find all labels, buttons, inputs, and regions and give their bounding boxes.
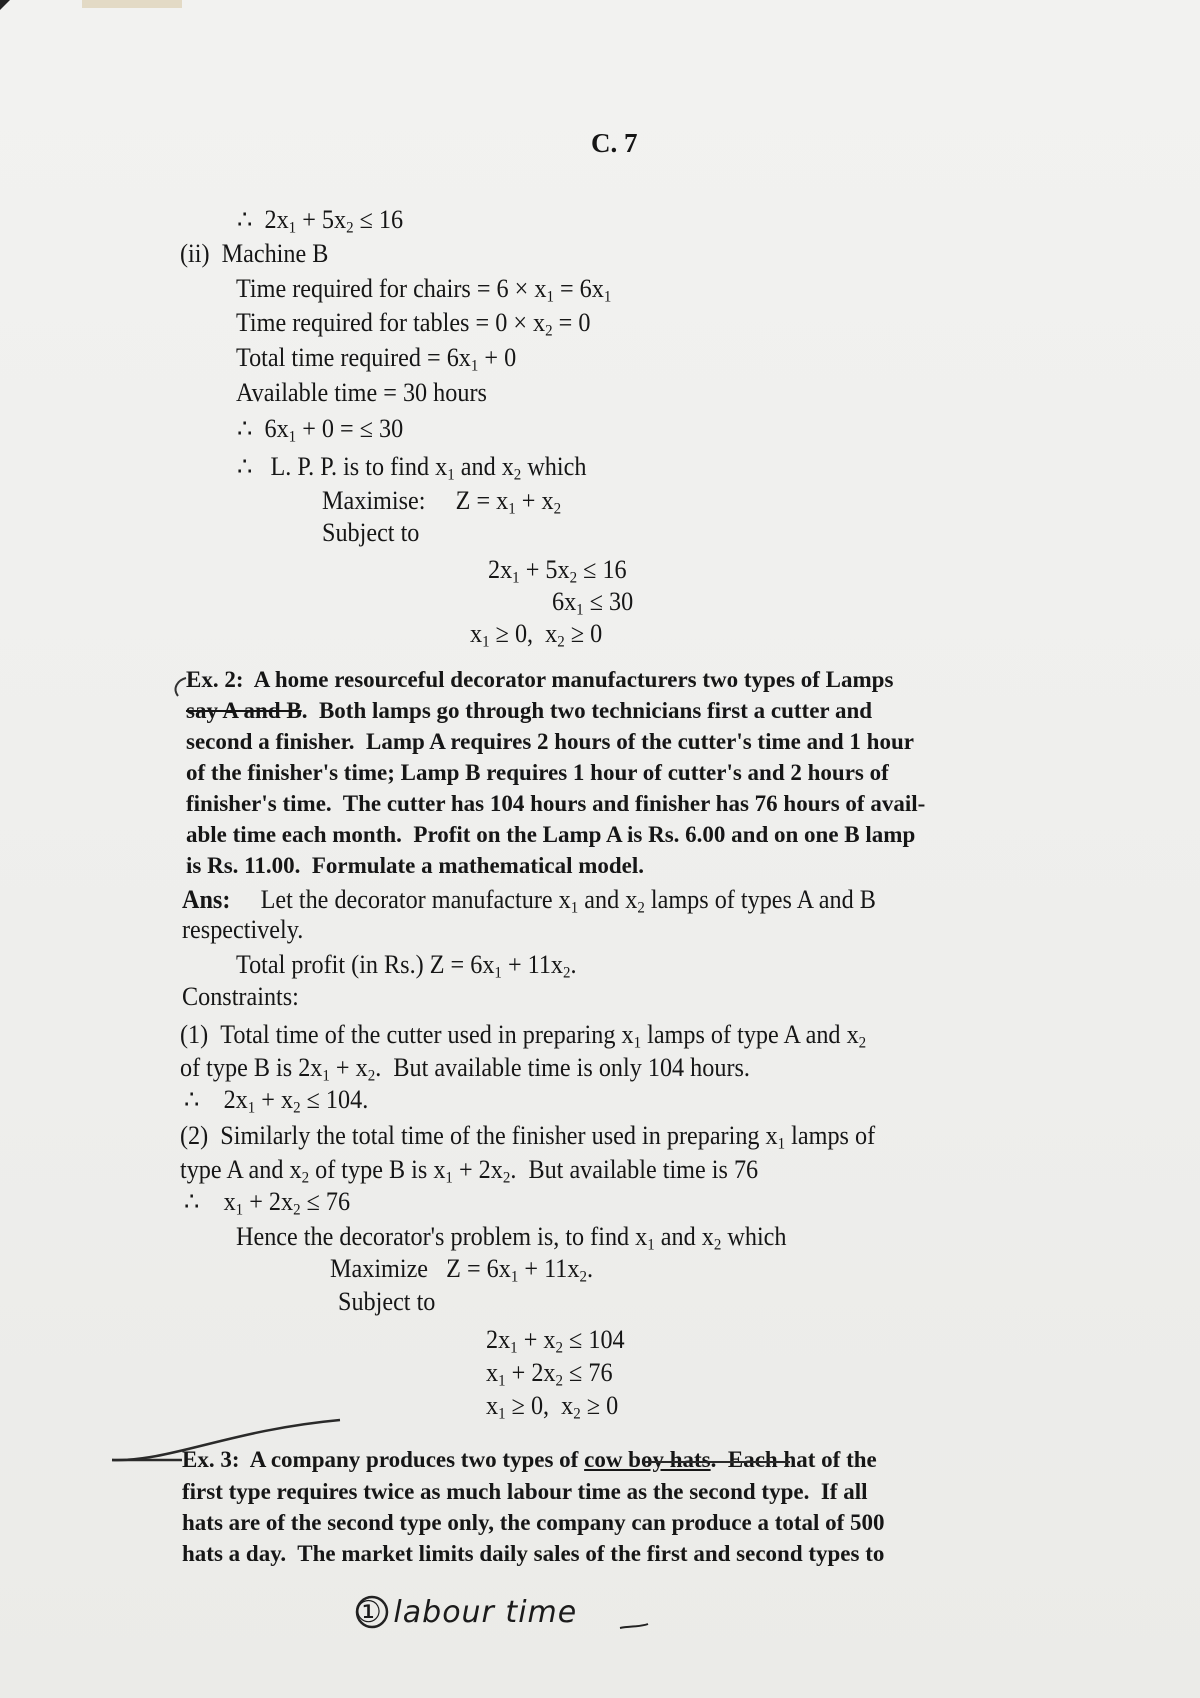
pen-bracket-ex2 xyxy=(176,678,186,696)
line-l04: Time required for tables = $0 \times x_2 = 0$ xyxy=(236,308,591,340)
line-l03: Time required for chairs = $6 \times x_1 = 6x_1$ xyxy=(236,274,612,306)
line-l20: is Rs. 11.00. Formulate a mathematical model. xyxy=(186,853,645,878)
line-l14: Ex. 2: A home resourceful decorator manufacturers two types of Lamps xyxy=(186,667,894,692)
line-l28: (2) Similarly the total time of the finisher used in preparing $x_1$ lamps of xyxy=(180,1121,876,1153)
line-l40: hats a day. The market limits daily sales of the first and second types to xyxy=(182,1541,885,1566)
pen-stroke-ex3 xyxy=(112,1420,340,1460)
line-l09: Maximise: $Z = x_1 + x_2$ xyxy=(322,486,562,518)
line-l08: ∴ L. P. P. is to find $x_1$ and $x_2$ which xyxy=(237,452,587,484)
line-l36: $x_1 \ge 0$, $x_2 \ge 0$ xyxy=(486,1391,619,1423)
line-l11: $2x_1 + 5x_2 \le 16$ xyxy=(488,555,627,587)
line-l15: say A and B. Both lamps go through two technicians first a cutter and xyxy=(186,698,873,723)
line-l30: ∴ $x_1 + 2x_2 \le 76$ xyxy=(184,1187,351,1219)
line-l39: hats are of the second type only, the company can produce a total of 500 xyxy=(182,1510,885,1535)
line-l23: Total profit (in Rs.) $Z = 6x_1 + 11x_2$. xyxy=(236,950,577,982)
line-l33: Subject to xyxy=(338,1287,436,1316)
line-l37: Ex. 3: A company produces two types of cow boy hats. Each hat of the xyxy=(182,1447,877,1472)
line-l26: of type B is $2x_1 + x_2$. But available time is only 104 hours. xyxy=(180,1053,750,1085)
line-l16: second a finisher. Lamp A requires 2 hours of the cutter's time and 1 hour xyxy=(186,729,914,754)
line-l12: $6x_1 \le 30$ xyxy=(552,587,634,619)
page-number: C. 7 xyxy=(591,128,638,158)
line-l38: first type requires twice as much labour time as the second type. If all xyxy=(182,1479,868,1504)
line-l27: ∴ $2x_1 + x_2 \le 104$. xyxy=(184,1085,369,1117)
line-l13: $x_1 \ge 0$, $x_2 \ge 0$ xyxy=(470,619,603,651)
line-l34: $2x_1 + x_2 \le 104$ xyxy=(486,1325,625,1357)
line-l35: $x_1 + 2x_2 \le 76$ xyxy=(486,1358,613,1390)
line-l31: Hence the decorator's problem is, to find $x_1$ and $x_2$ which xyxy=(236,1222,787,1254)
line-l10: Subject to xyxy=(322,518,420,547)
line-l18: finisher's time. The cutter has 104 hours and finisher has 76 hours of avail- xyxy=(186,791,926,816)
line-l19: able time each month. Profit on the Lamp A is Rs. 6.00 and on one B lamp xyxy=(186,822,916,847)
line-l07: ∴ $6x_1 + 0$ = ≤ 30 xyxy=(237,414,404,446)
line-l01: ∴ $2x_1 + 5x_2 \le 16$ xyxy=(237,205,404,237)
line-l06: Available time = 30 hours xyxy=(236,378,487,407)
line-l29: type A and $x_2$ of type B is $x_1 + 2x_2$. But available time is 76 xyxy=(180,1155,759,1187)
handwritten-note: ① labour time xyxy=(355,1595,578,1630)
line-l02: (ii) Machine B xyxy=(180,239,329,268)
line-l17: of the finisher's time; Lamp B requires 1 hour of cutter's and 2 hours of xyxy=(186,760,889,785)
pen-tail xyxy=(620,1624,648,1628)
line-l32: Maximize $Z = 6x_1 + 11x_2$. xyxy=(330,1254,594,1286)
line-l22: respectively. xyxy=(182,915,304,944)
line-l25: (1) Total time of the cutter used in preparing $x_1$ lamps of type A and $x_2$ xyxy=(180,1020,867,1052)
line-l24: Constraints: xyxy=(182,982,299,1011)
line-l21: Ans: Let the decorator manufacture $x_1$ and $x_2$ lamps of types A and B xyxy=(182,885,876,917)
line-l05: Total time required = $6x_1 + 0$ xyxy=(236,343,517,375)
